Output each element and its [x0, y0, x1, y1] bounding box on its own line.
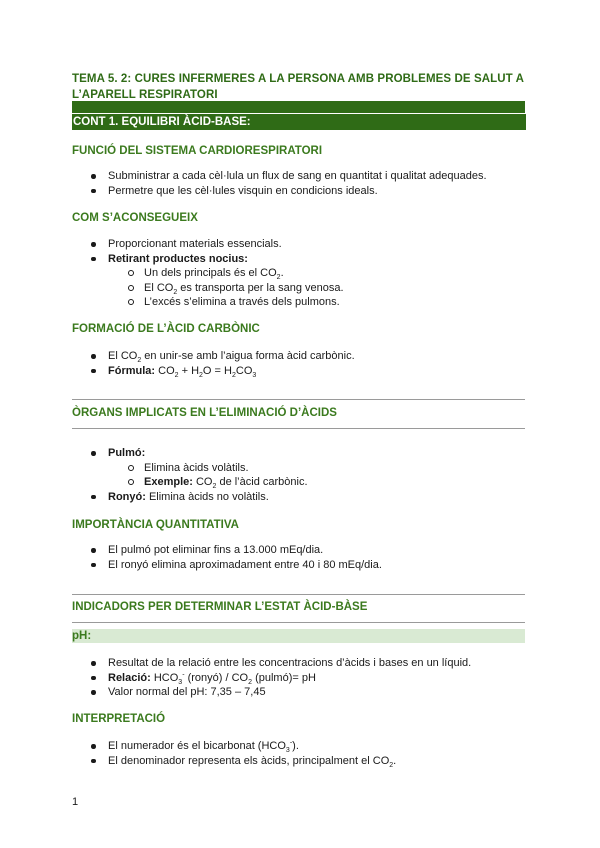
list-item: El ronyó elimina aproximadament entre 40 i 80 mEq/dia.	[72, 558, 525, 573]
document-title: TEMA 5. 2: CURES INFERMERES A LA PERSONA AMB PROBLEMES DE SALUT A L’APARELL RESPIRATORI	[72, 73, 524, 101]
item-label: Pulmó:	[108, 447, 146, 459]
list-item: Permetre que les cèl·lules visquin en condicions ideals.	[72, 184, 525, 199]
heading-indicadors: INDICADORS PER DETERMINAR L’ESTAT ÀCID-BÀSE	[72, 601, 368, 613]
list-item: Proporcionant materials essencials.	[72, 237, 525, 252]
list-funcio	[72, 169, 525, 198]
list-item: Valor normal del pH: 7,35 – 7,45	[72, 685, 525, 700]
heading-com: COM S’ACONSEGUEIX	[72, 212, 198, 224]
divider	[72, 399, 525, 400]
page-number: 1	[72, 796, 79, 808]
sub-list-item: Un dels principals és el $CO_2$.	[72, 266, 525, 281]
list-item: Fórmula: $CO_2 + H_2O = H_2CO_3$	[72, 364, 525, 379]
list-ph	[72, 656, 525, 700]
list-formacio	[72, 349, 525, 378]
heading-organs: ÒRGANS IMPLICATS EN L’ELIMINACIÓ D’ÀCIDS	[72, 407, 337, 419]
title-divider-bar	[72, 101, 525, 113]
list-item	[72, 446, 525, 461]
list-item: El $CO_2$ en unir-se amb l’aigua forma àcid carbònic.	[72, 349, 525, 364]
section-heading-bar: CONT 1. EQUILIBRI ÀCID-BASE:	[72, 114, 526, 130]
item-label: Ronyó:	[108, 490, 146, 503]
list-item	[72, 252, 525, 267]
sub-list-item: Elimina àcids volàtils.	[72, 461, 525, 476]
list-item: El pulmó pot eliminar fins a 13.000 mEq/dia.	[72, 543, 525, 558]
list-item: Subministrar a cada cèl·lula un flux de sang en quantitat i qualitat adequades.	[72, 169, 525, 184]
heading-importancia: IMPORTÀNCIA QUANTITATIVA	[72, 519, 239, 531]
divider	[72, 622, 525, 623]
list-organs	[72, 446, 525, 504]
item-label: Relació:	[108, 671, 151, 684]
list-importancia	[72, 543, 525, 572]
ph-heading-bar: pH:	[72, 629, 525, 643]
list-interpretacio	[72, 739, 525, 768]
heading-formacio: FORMACIÓ DE L’ÀCID CARBÒNIC	[72, 323, 260, 335]
heading-interpretacio: INTERPRETACIÓ	[72, 713, 166, 725]
item-label: Retirant productes nocius:	[108, 252, 248, 265]
list-item: Resultat de la relació entre les concentracions d’àcids i bases en un líquid.	[72, 656, 525, 671]
sub-list-item: El $CO_2$ es transporta per la sang venosa.	[72, 281, 525, 296]
sub-list-item: L’excés s’elimina a través dels pulmons.	[72, 295, 525, 310]
item-label: Fórmula:	[108, 364, 156, 377]
divider	[72, 428, 525, 429]
sub-list-item: Exemple: $CO_2$ de l’àcid carbònic.	[72, 475, 525, 490]
list-item: El denominador representa els àcids, principalment el $CO_2$.	[72, 754, 525, 769]
heading-funcio: FUNCIÓ DEL SISTEMA CARDIORESPIRATORI	[72, 145, 323, 157]
list-item: El numerador és el bicarbonat $(HCO_3^-)$.	[72, 739, 525, 754]
list-item: Relació: $HCO_3^-$ (ronyó) / $CO_2$ (pulmó)= pH	[72, 671, 525, 686]
list-com	[72, 237, 525, 310]
list-item: Ronyó: Elimina àcids no volàtils.	[72, 490, 525, 505]
divider	[72, 594, 525, 595]
